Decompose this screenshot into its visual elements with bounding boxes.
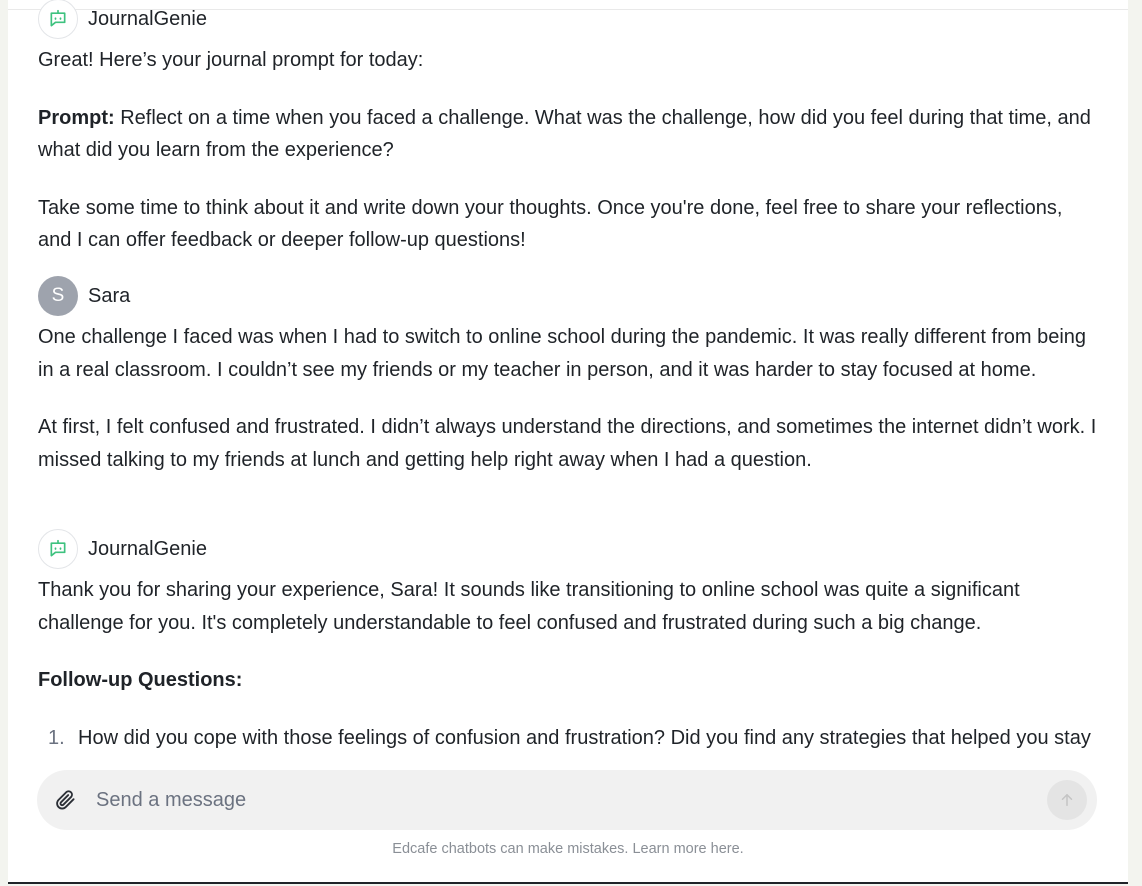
section-heading [38, 664, 1098, 697]
chat-panel [8, 0, 1128, 884]
message-input[interactable] [96, 789, 1047, 812]
bot-chat-icon [38, 529, 78, 569]
bot-message [38, 0, 1098, 257]
message-text: Great! Here’s your journal prompt for today: [38, 49, 424, 71]
user-avatar: S [38, 276, 78, 316]
arrow-up-icon [1058, 791, 1076, 809]
author-name: JournalGenie [88, 537, 207, 560]
bottom-divider [8, 882, 1128, 884]
prompt-paragraph [38, 102, 1098, 167]
send-button[interactable] [1047, 780, 1087, 820]
message-author [38, 0, 1098, 39]
list-number: 1. [48, 726, 65, 749]
message-text: One challenge I faced was when I had to switch to online school during the pandemic. It was really different from being in a real classroom. I couldn’t see my friends or my teacher in person, and it was harder to stay focused at home. [38, 326, 1087, 381]
message-author [38, 529, 1098, 569]
author-name: Sara [88, 284, 131, 307]
prompt-label: Prompt: [38, 106, 115, 129]
paperclip-icon[interactable] [53, 788, 77, 812]
message-author [38, 276, 1098, 316]
message-composer [37, 770, 1097, 830]
disclaimer-text[interactable]: Edcafe chatbots can make mistakes. Learn more here. [392, 841, 744, 857]
message-text: Thank you for sharing your experience, Sara! It sounds like transitioning to online school was quite a significant challenge for you. It's completely understandable to feel confused and frustrated during such a big change. [38, 579, 1020, 634]
author-name: JournalGenie [88, 7, 207, 30]
user-message [38, 276, 1098, 476]
question-text: How did you cope with those feelings of confusion and frustration? Did you find any strategies that helped you stay [78, 726, 1091, 749]
composer-area [8, 760, 1128, 882]
bot-chat-icon [38, 0, 78, 39]
follow-up-heading: Follow-up Questions: [38, 669, 243, 691]
message-text: Take some time to think about it and write down your thoughts. Once you're done, feel free to share your reflections, and I can offer feedback or deeper follow-up questions! [38, 196, 1063, 251]
message-text: At first, I felt confused and frustrated. I didn’t always understand the directions, and sometimes the internet didn’t work. I missed talking to my friends at lunch and getting help right away when I had a question. [38, 416, 1097, 471]
bot-message [38, 529, 1098, 787]
prompt-text: Reflect on a time when you faced a challenge. What was the challenge, how did you feel during that time, and what did you learn from the experience? [38, 106, 1091, 161]
